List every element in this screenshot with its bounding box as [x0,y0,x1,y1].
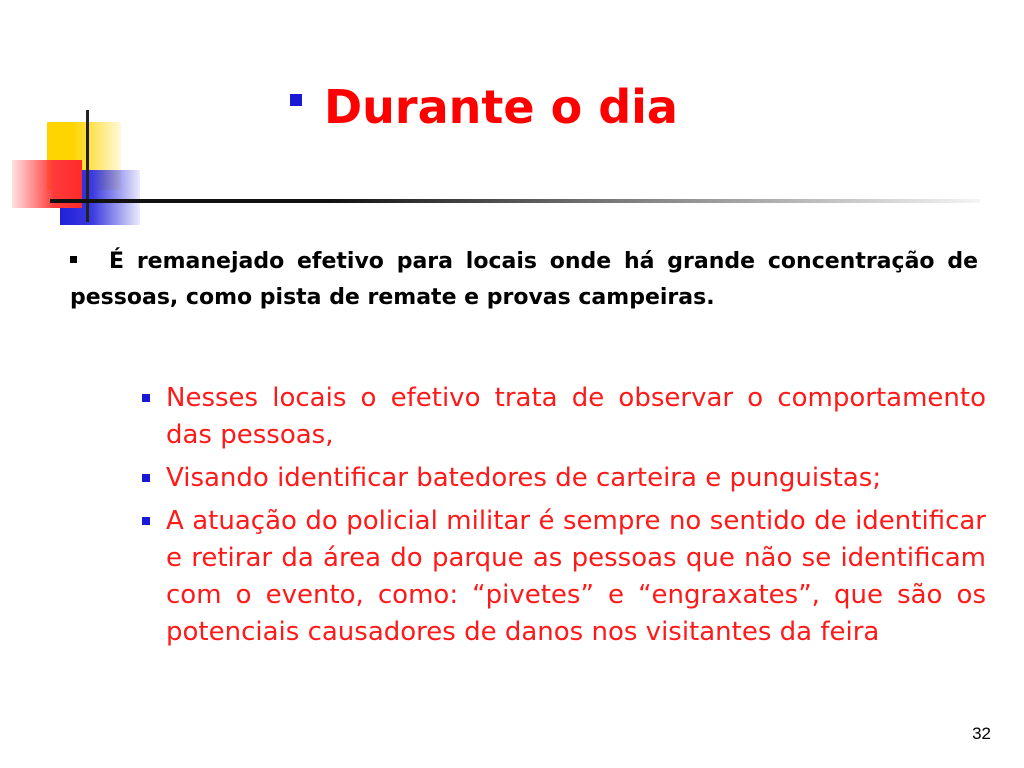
slide-title: Durante o dia [324,80,678,134]
list-item [140,460,986,497]
page-number: 32 [972,724,991,743]
slide-logo-decoration [0,0,160,240]
square-bullet-icon [142,517,150,525]
bullet-list [140,380,986,657]
square-bullet-icon [142,394,150,402]
list-item [140,380,986,454]
title-underline-divider [50,199,980,203]
square-bullet-icon [290,94,302,106]
square-bullet-icon [142,474,150,482]
intro-text: É remanejado efetivo para locais onde há grande concentração de pessoas, como pista de remate e provas campeiras. [70,249,978,310]
list-item [140,503,986,651]
list-item-text: Visando identificar batedores de carteira e punguistas; [166,463,882,493]
title-block [290,72,678,142]
vertical-divider-line [86,110,89,222]
intro-paragraph [70,244,978,316]
list-item-text: A atuação do policial militar é sempre no sentido de identificar e retirar da área do parque as pessoas que não se identificam com o evento, como: “pivetes” e “engraxates”, que são os potenciais causadores de danos nos visitantes da feira [166,506,986,647]
square-bullet-icon [70,256,77,263]
list-item-text: Nesses locais o efetivo trata de observar o comportamento das pessoas, [166,383,986,450]
